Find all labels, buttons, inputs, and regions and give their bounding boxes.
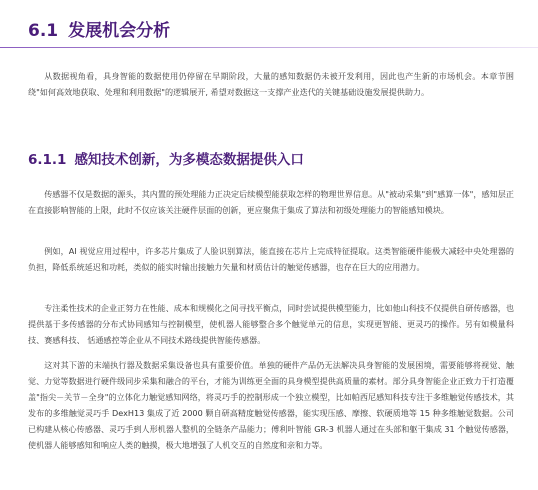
body-paragraph-flexible-tech: 专注柔性技术的企业正努力在性能、成本和规模化之间寻找平衡点，同时尝试提供模型能力，比如他山科技不仅提供自研传感器，也提供基于多传感器的分布式协同感知与控制模型，使机器人能够整合多个触觉单元的信息，实现更智能、更灵巧的操作。另有如模量科技、赛感科技、 恬通感控等企业从不同技术路线提供智能传感器。 [28, 303, 514, 345]
section-heading [28, 16, 170, 41]
intro-paragraph: 从数据视角看，具身智能的数据使用仍停留在早期阶段，大量的感知数据仍未被开发利用，因此也产生新的市场机会。本章节围绕"如何高效地获取、处理和利用数据"的逻辑展开, 希望对数据这一支撑产业迭代的关键基础设施发展提供助力。 [28, 71, 514, 97]
body-paragraph-end-effectors: 这对其下游的末端执行器及数据采集设备也具有重要价值。单独的硬件产品仍无法解决具身智能的发展困境，需要能够将视觉、触觉、力觉等数据进行硬件级同步采集和融合的平台，才能为训练更全面的具身模型提供高质量的素材。部分具身智能企业正致力于打造覆盖"指尖－关节－全身"的立体化力触觉感知网络，将灵巧手的控制形成一个独立模型，比如帕西尼感知科技专注于多维触觉传感技术，其发布的多维触觉灵巧手 DexH13 集成了近 2000 颗自研高精度触觉传感器，能实现压感、摩擦、软硬质地等 15 种多维触觉数据。公司已构建从核心传感器、灵巧手到人形机器人整机的全链条产品能力；傅利叶智能 GR-3 机器人通过在头部和躯干集成 31 个触觉传感器，使机器人能够感知和响应人类的触摸，极大地增强了人机交互的自然度和亲和力等。 [28, 360, 514, 450]
section-number: 6.1 [28, 21, 59, 41]
body-paragraph-ai-vision: 例如，AI 视觉应用过程中，许多芯片集成了人脸识别算法，能直接在芯片上完成特征提取。这类智能硬件能极大减轻中央处理器的负担，降低系统延迟和功耗，类似的能实时输出接触力矢量和材质估计的触觉传感器，也存在巨大的应用潜力。 [28, 246, 514, 272]
subsection-heading [28, 148, 304, 168]
heading-divider [0, 47, 538, 48]
section-title: 发展机会分析 [68, 21, 171, 41]
subsection-title: 感知技术创新，为多模态数据提供入口 [74, 152, 304, 168]
subsection-number: 6.1.1 [28, 152, 67, 168]
body-paragraph-sensor-source: 传感器不仅是数据的源头，其内置的预处理能力正决定后续模型能获取怎样的物理世界信息。从"被动采集"到"感算一体"，感知层正在直接影响智能的上限，此时不仅应该关注硬件层面的创新，更应聚焦于集成了算法和初级处理能力的智能感知模块。 [28, 189, 514, 215]
